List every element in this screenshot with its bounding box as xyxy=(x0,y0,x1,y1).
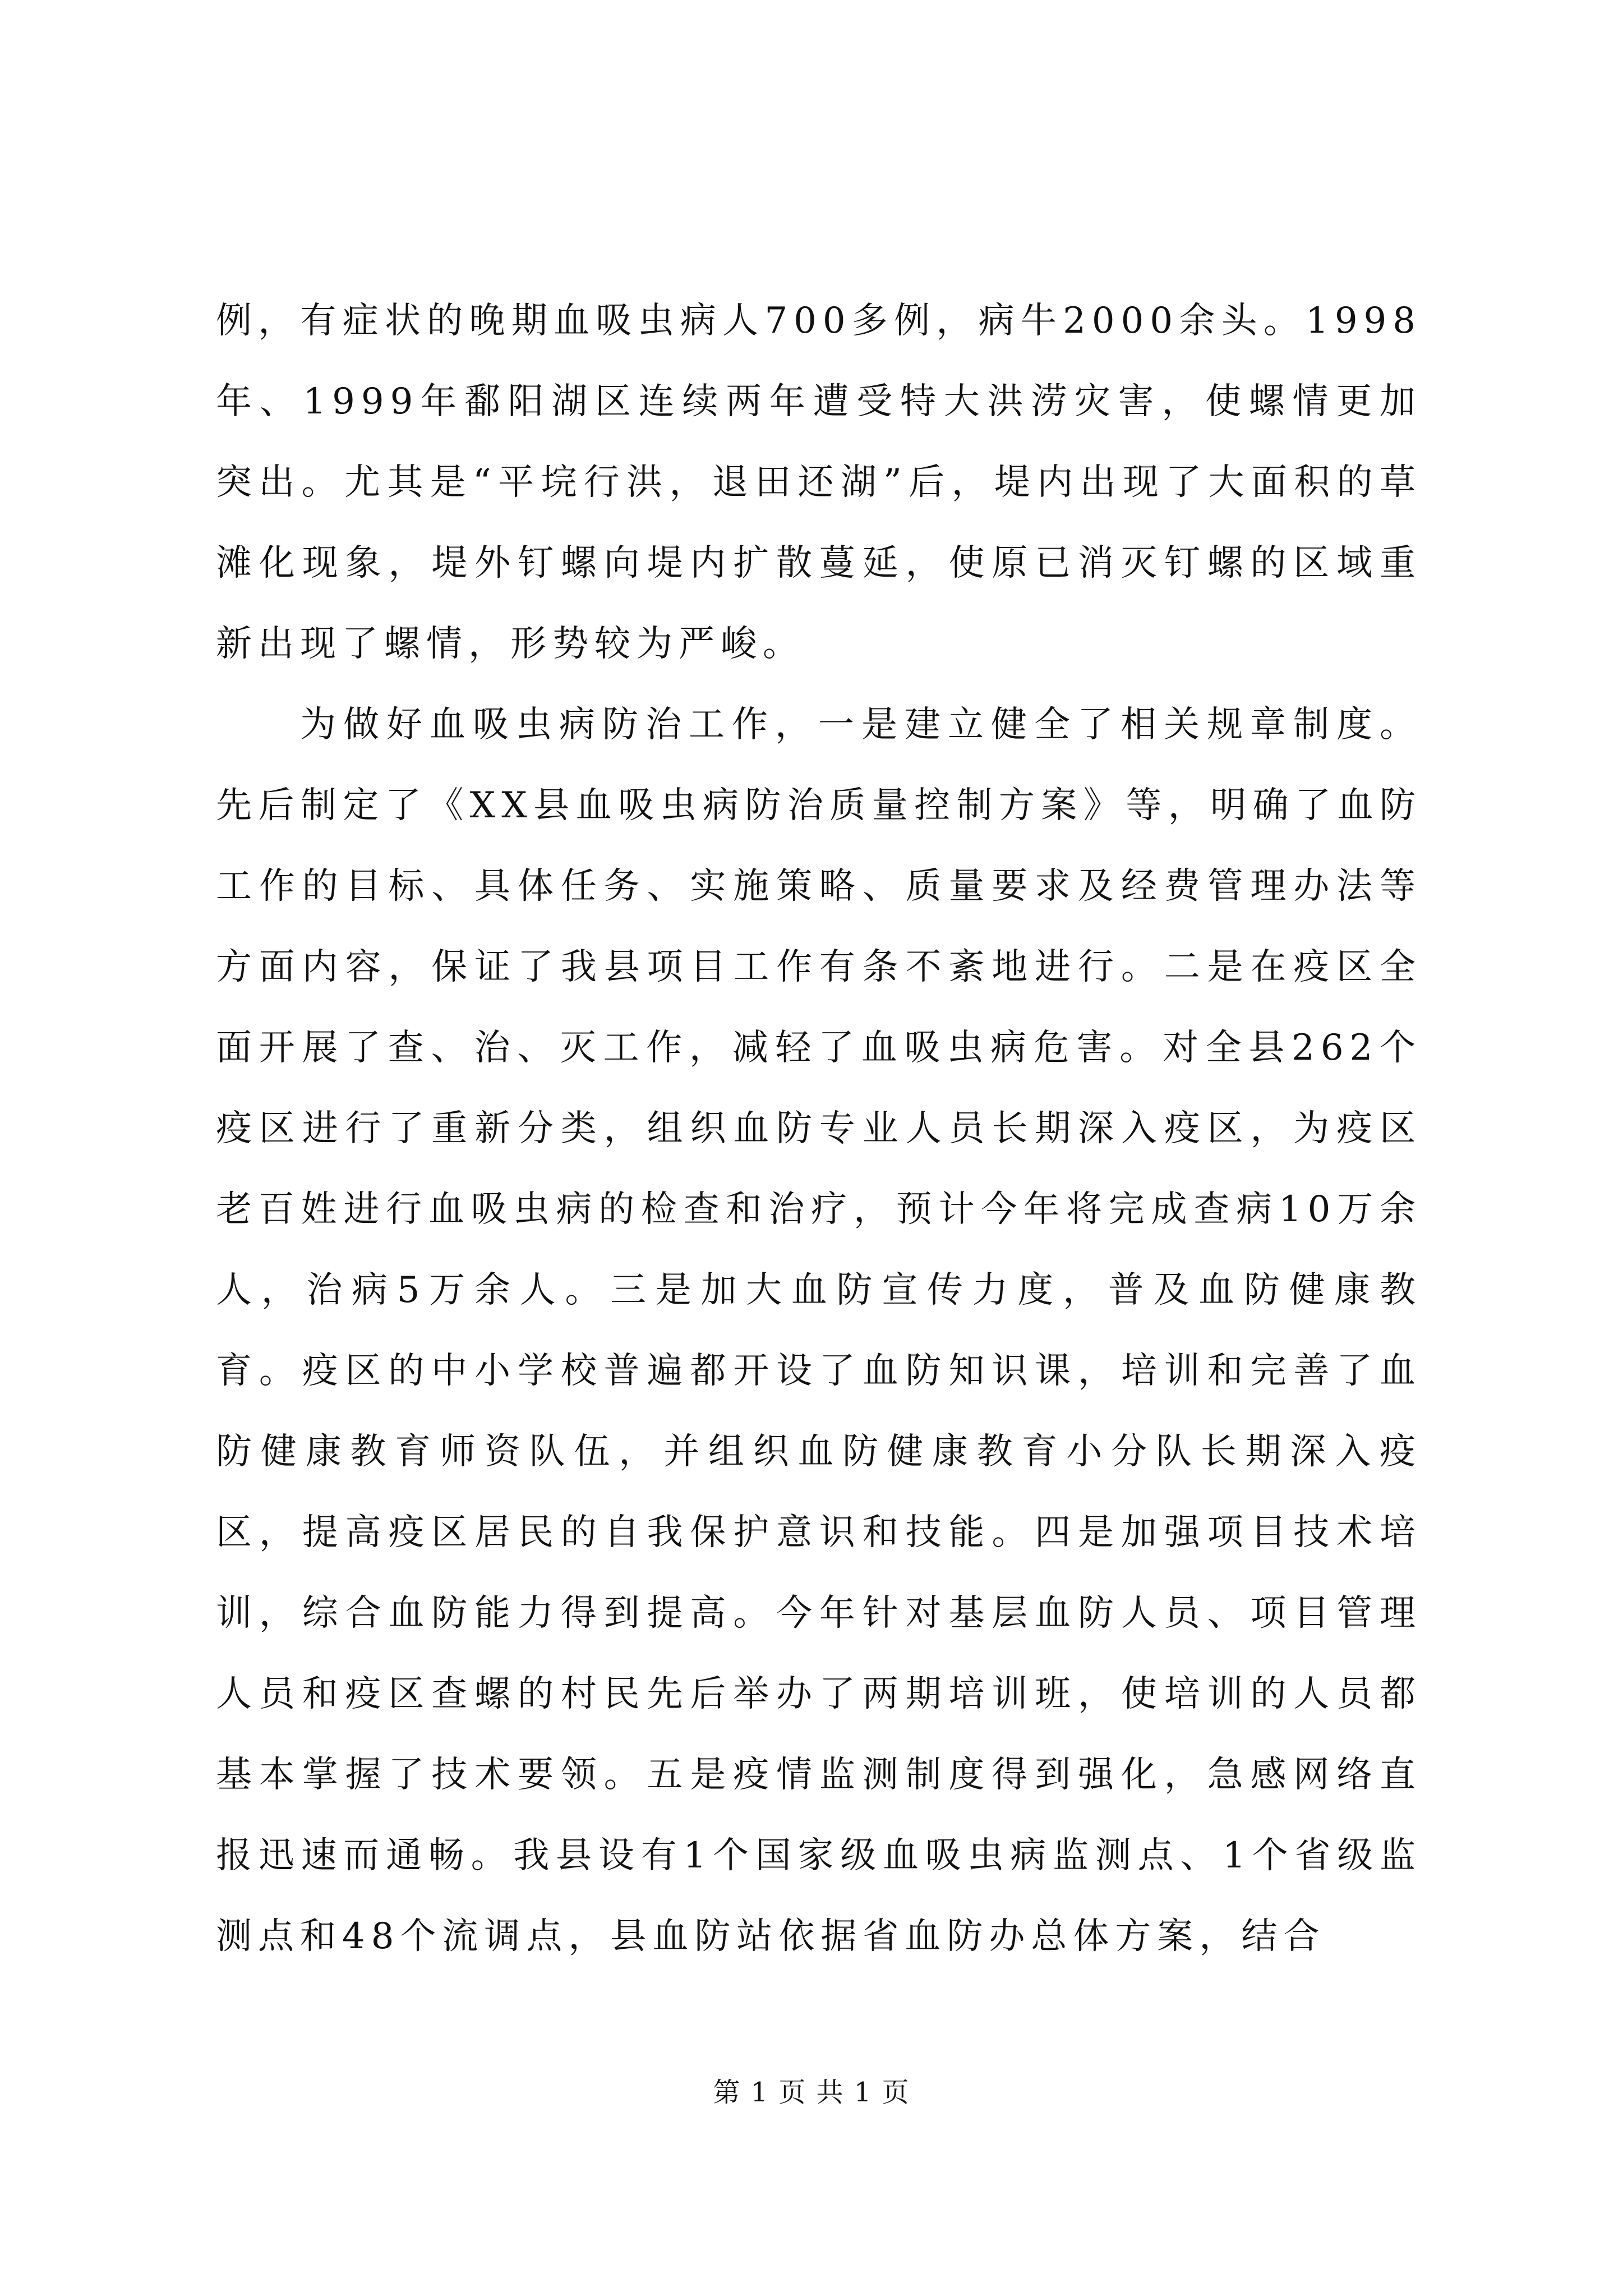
page-footer: 第 1 页 共 1 页 xyxy=(713,2077,910,2108)
paragraph-continued: 例，有症状的晚期血吸虫病人700多例，病牛2000余头。1998年、1999年鄱阳湖区连续两年遭受特大洪涝灾害，使螺情更加突出。尤其是“平垸行洪，退田还湖”后，堤内出现了大面积的草滩化现象，堤外钉螺向堤内扩散蔓延，使原已消灭钉螺的区域重新出现了螺情，形势较为严峻。 xyxy=(216,300,1422,665)
paragraph-schistosomiasis-prevention: 为做好血吸虫病防治工作，一是建立健全了相关规章制度。先后制定了《XX县血吸虫病防治质量控制方案》等，明确了血防工作的目标、具体任务、实施策略、质量要求及经费管理办法等方面内容，保证了我县项目工作有条不紊地进行。二是在疫区全面开展了查、治、灭工作，减轻了血吸虫病危害。对全县262个疫区进行了重新分类，组织血防专业人员长期深入疫区，为疫区老百姓进行血吸虫病的检查和治疗，预计今年将完成查病10万余人，治病5万余人。三是加大血防宣传力度，普及血防健康教育。疫区的中小学校普遍都开设了血防知识课，培训和完善了血防健康教育师资队伍，并组织血防健康教育小分队长期深入疫区，提高疫区居民的自我保护意识和技能。四是加强项目技术培训，综合血防能力得到提高。今年针对基层血防人员、项目管理人员和疫区查螺的村民先后举办了两期培训班，使培训的人员都基本掌握了技术要领。五是疫情监测制度得到强化，急感网络直报迅速而通畅。我县设有1个国家级血吸虫病监测点、1个省级监测点和48个流调点，县血防站依据省血防办总体方案，结合 xyxy=(216,704,1422,1957)
document-body xyxy=(216,280,1422,1977)
